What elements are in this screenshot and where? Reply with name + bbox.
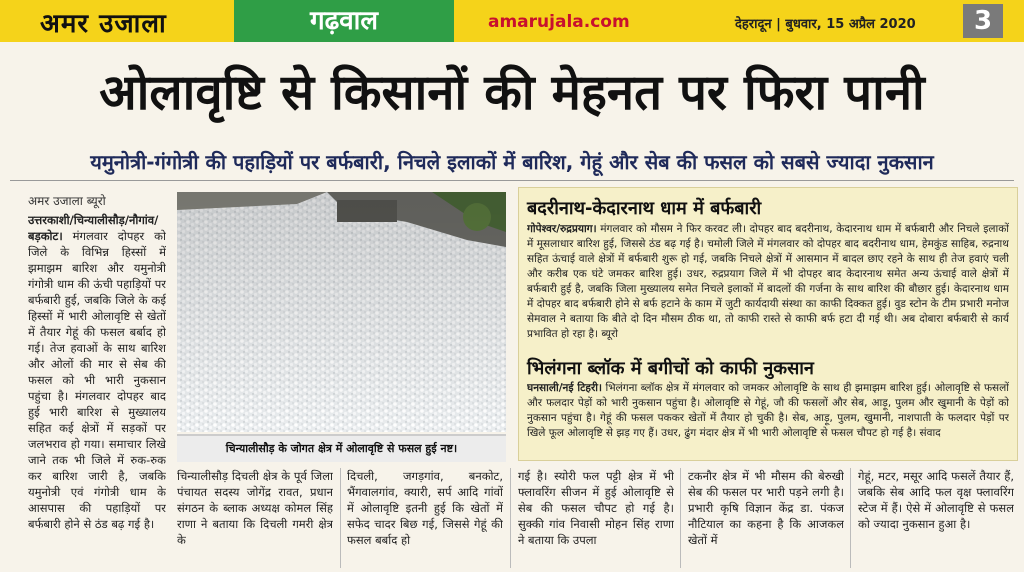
subheadline: यमुनोत्री-गंगोत्री की पहाड़ियों पर बर्फबारी, निचले इलाकों में बारिश, गेहूं और सेब की फसल को सबसे ज्यादा नुकसान xyxy=(90,150,934,174)
page-number: 3 xyxy=(963,4,1003,38)
masthead xyxy=(0,0,1024,42)
column-divider xyxy=(680,468,681,568)
box-text-1: मंगलवार को मौसम ने फिर करवट ली। दोपहर बाद बदरीनाथ, केदारनाथ धाम में बर्फबारी और निचले इलाकों में मूसलाधार बारिश हुई, जिससे ठंड बढ़ गई है। चमोली जिले में मंगलवार को दोपहर बाद बदरीनाथ धाम, हेमकुंड साहिब, रुद्रनाथ सहित ऊंचाई वाले क्षेत्रों में बर्फबारी शुरू हो गई, जबकि निचले क्षेत्रों में आसमान में बादल छाए रहने के साथ ही तेज हवाएं चली और करीब एक घंटे जमकर बारिश हुई। उधर, रुद्रप्रयाग जिले में भी दोपहर बाद केदारनाथ समेत अन्य ऊंचाई वाले क्षेत्रों में बर्फबारी हुई है, जबकि जिला मुख्यालय समेत निचले इलाकों में बादलों की गर्जना के साथ बारिश की बौछार हुई। केदारनाथ धाम में दोपहर बाद बर्फबारी होने से बर्फ हटाने के काम में जुटी कार्यदायी संस्था का काफी दिक्कत हुई। वुड स्टोन के टीम प्रभारी मनोज सेमवाल ने बताया कि बीते दो दिन मौसम ठीक था, तो काफी रास्ते से काफी बर्फ हटा दी गई थी। अब दोबारा बर्फबारी से कार्य प्रभावित हो रहा है। ब्यूरो xyxy=(527,223,1009,340)
left-column-article xyxy=(28,212,166,560)
lower-column-2: दिचली, जगड़गांव, बनकोट, भैंगवालगांव, क्यारी, सर्प आदि गांवों में ओलावृष्टि इतनी हुई कि खेतों में सफेद चादर बिछ गई, जिससे गेहूं की फसल बर्बाद हो xyxy=(347,469,503,547)
site-link[interactable]: amarujala.com xyxy=(488,12,630,32)
lower-column-4: टकनौर क्षेत्र में भी मौसम की बेरुखी सेब की फसल पर भारी पड़ने लगी है। प्रभारी कृषि विज्ञान केंद्र डा. पंकज नौटियाल का कहना है कि आजकल खेतों में xyxy=(688,469,844,547)
box-article-bhilangna xyxy=(527,381,1009,457)
lower-column-1: चिन्यालीसौड़ दिचली क्षेत्र के पूर्व जिला पंचायत सदस्य जोगेंद्र रावत, प्रधान संगठन के ब्लाक अध्यक्ष कोमल सिंह राणा ने बताया कि दिचली गमरी क्षेत्र के xyxy=(177,469,333,547)
byline: अमर उजाला ब्यूरो xyxy=(28,194,106,208)
lower-column-5: गेहूं, मटर, मसूर आदि फसलें तैयार हैं, जबकि सेब आदि फल वृक्ष फ्लावरिंग स्टेज में हैं। ऐसे में ओलावृष्टि से फसल को ज्यादा नुकसान हुआ है। xyxy=(858,469,1014,531)
column-divider xyxy=(340,468,341,568)
dateline: देहरादून | बुधवार, 15 अप्रैल 2020 xyxy=(735,17,916,32)
article-text: मंगलवार दोपहर को जिले के विभिन्न हिस्सों में झमाझम बारिश और यमुनोत्री गंगोत्री धाम की ऊंची पहाड़ियों पर बर्फबारी हुई, जबकि जिले के कई हिस्सों में भारी ओलावृष्टि से खेतों में तैयार गेहूं की फसल बर्बाद हो गई। तेज हवाओं के साथ बारिश और ओलों की मार से सेब की फसल को भी भारी नुकसान पहुंचा है। मंगलवार दोपहर बाद हुई भारी बारिश से मुख्यालय सहित कई क्षेत्रों में सड़कों पर जलभराव हो गया। समाचार लिखे जाने तक भी जिले में रुक-रुक कर बारिश जारी है, जबकि यमुनोत्री एवं गंगोत्री धाम के आसपास की पहाड़ियों पर बर्फबारी होने से ठंड बढ़ गई है। xyxy=(28,229,166,531)
hailstorm-photo xyxy=(177,192,506,432)
side-news-box xyxy=(518,187,1018,461)
box-article-badrinath xyxy=(527,222,1009,372)
divider xyxy=(10,180,1014,181)
box-heading-bhilangna: भिलंगना ब्लॉक में बगीचों को काफी नुकसान xyxy=(527,358,814,379)
photo-caption: चिन्यालीसौड़ के जोगत क्षेत्र में ओलावृष्टि से फसल हुई नष्ट। xyxy=(177,434,506,462)
newspaper-logo: अमर उजाला xyxy=(40,9,167,39)
hail-covered-field-image xyxy=(177,192,506,432)
main-headline: ओलावृष्टि से किसानों की मेहनत पर फिरा पानी xyxy=(99,64,925,121)
box-text-2: भिलंगना ब्लॉक क्षेत्र में मंगलवार को जमकर ओलावृष्टि के साथ ही झमाझम बारिश हुई। ओलावृष्टि से फसलों और फलदार पेड़ों को भारी नुकसान पहुंचा है। ओलावृष्टि से गेहूं, जौ की फसलों और सेब, आड़ू, पुलम और खुमानी के पेड़ों को नुकसान पहुंचा है। गेहूं की फसल पककर खेतों में तैयार हो चुकी है। सेब, आड़ू, पुलम, खुमानी, नाशपाती के फलदार पेड़ों पर खिले फूल ओलावृष्टि से झड़ गए हैं। उधर, ढुंग मंदार क्षेत्र में भी भारी ओलावृष्टि से फसल चौपट हो गई है। संवाद xyxy=(527,382,1009,439)
edition-label: गढ़वाल xyxy=(234,0,454,42)
article-dateline: उत्तरकाशी/चिन्यालीसौड़/नौगांव/बड़कोट। xyxy=(28,213,159,243)
box-dateline-2: घनसाली/नई टिहरी। xyxy=(527,382,602,394)
lower-column-3: गई है। स्योरी फल पट्टी क्षेत्र में भी फ्लावरिंग सीजन में हुई ओलावृष्टि से सेब की फसल चौपट हो गई है। सुक्की गांव निवासी मोहन सिंह राणा ने बताया कि उपला xyxy=(518,469,674,547)
column-divider xyxy=(850,468,851,568)
column-divider xyxy=(510,468,511,568)
box-heading-badrinath: बदरीनाथ-केदारनाथ धाम में बर्फबारी xyxy=(527,198,762,219)
box-dateline-1: गोपेश्वर/रुद्रप्रयाग। xyxy=(527,223,597,235)
